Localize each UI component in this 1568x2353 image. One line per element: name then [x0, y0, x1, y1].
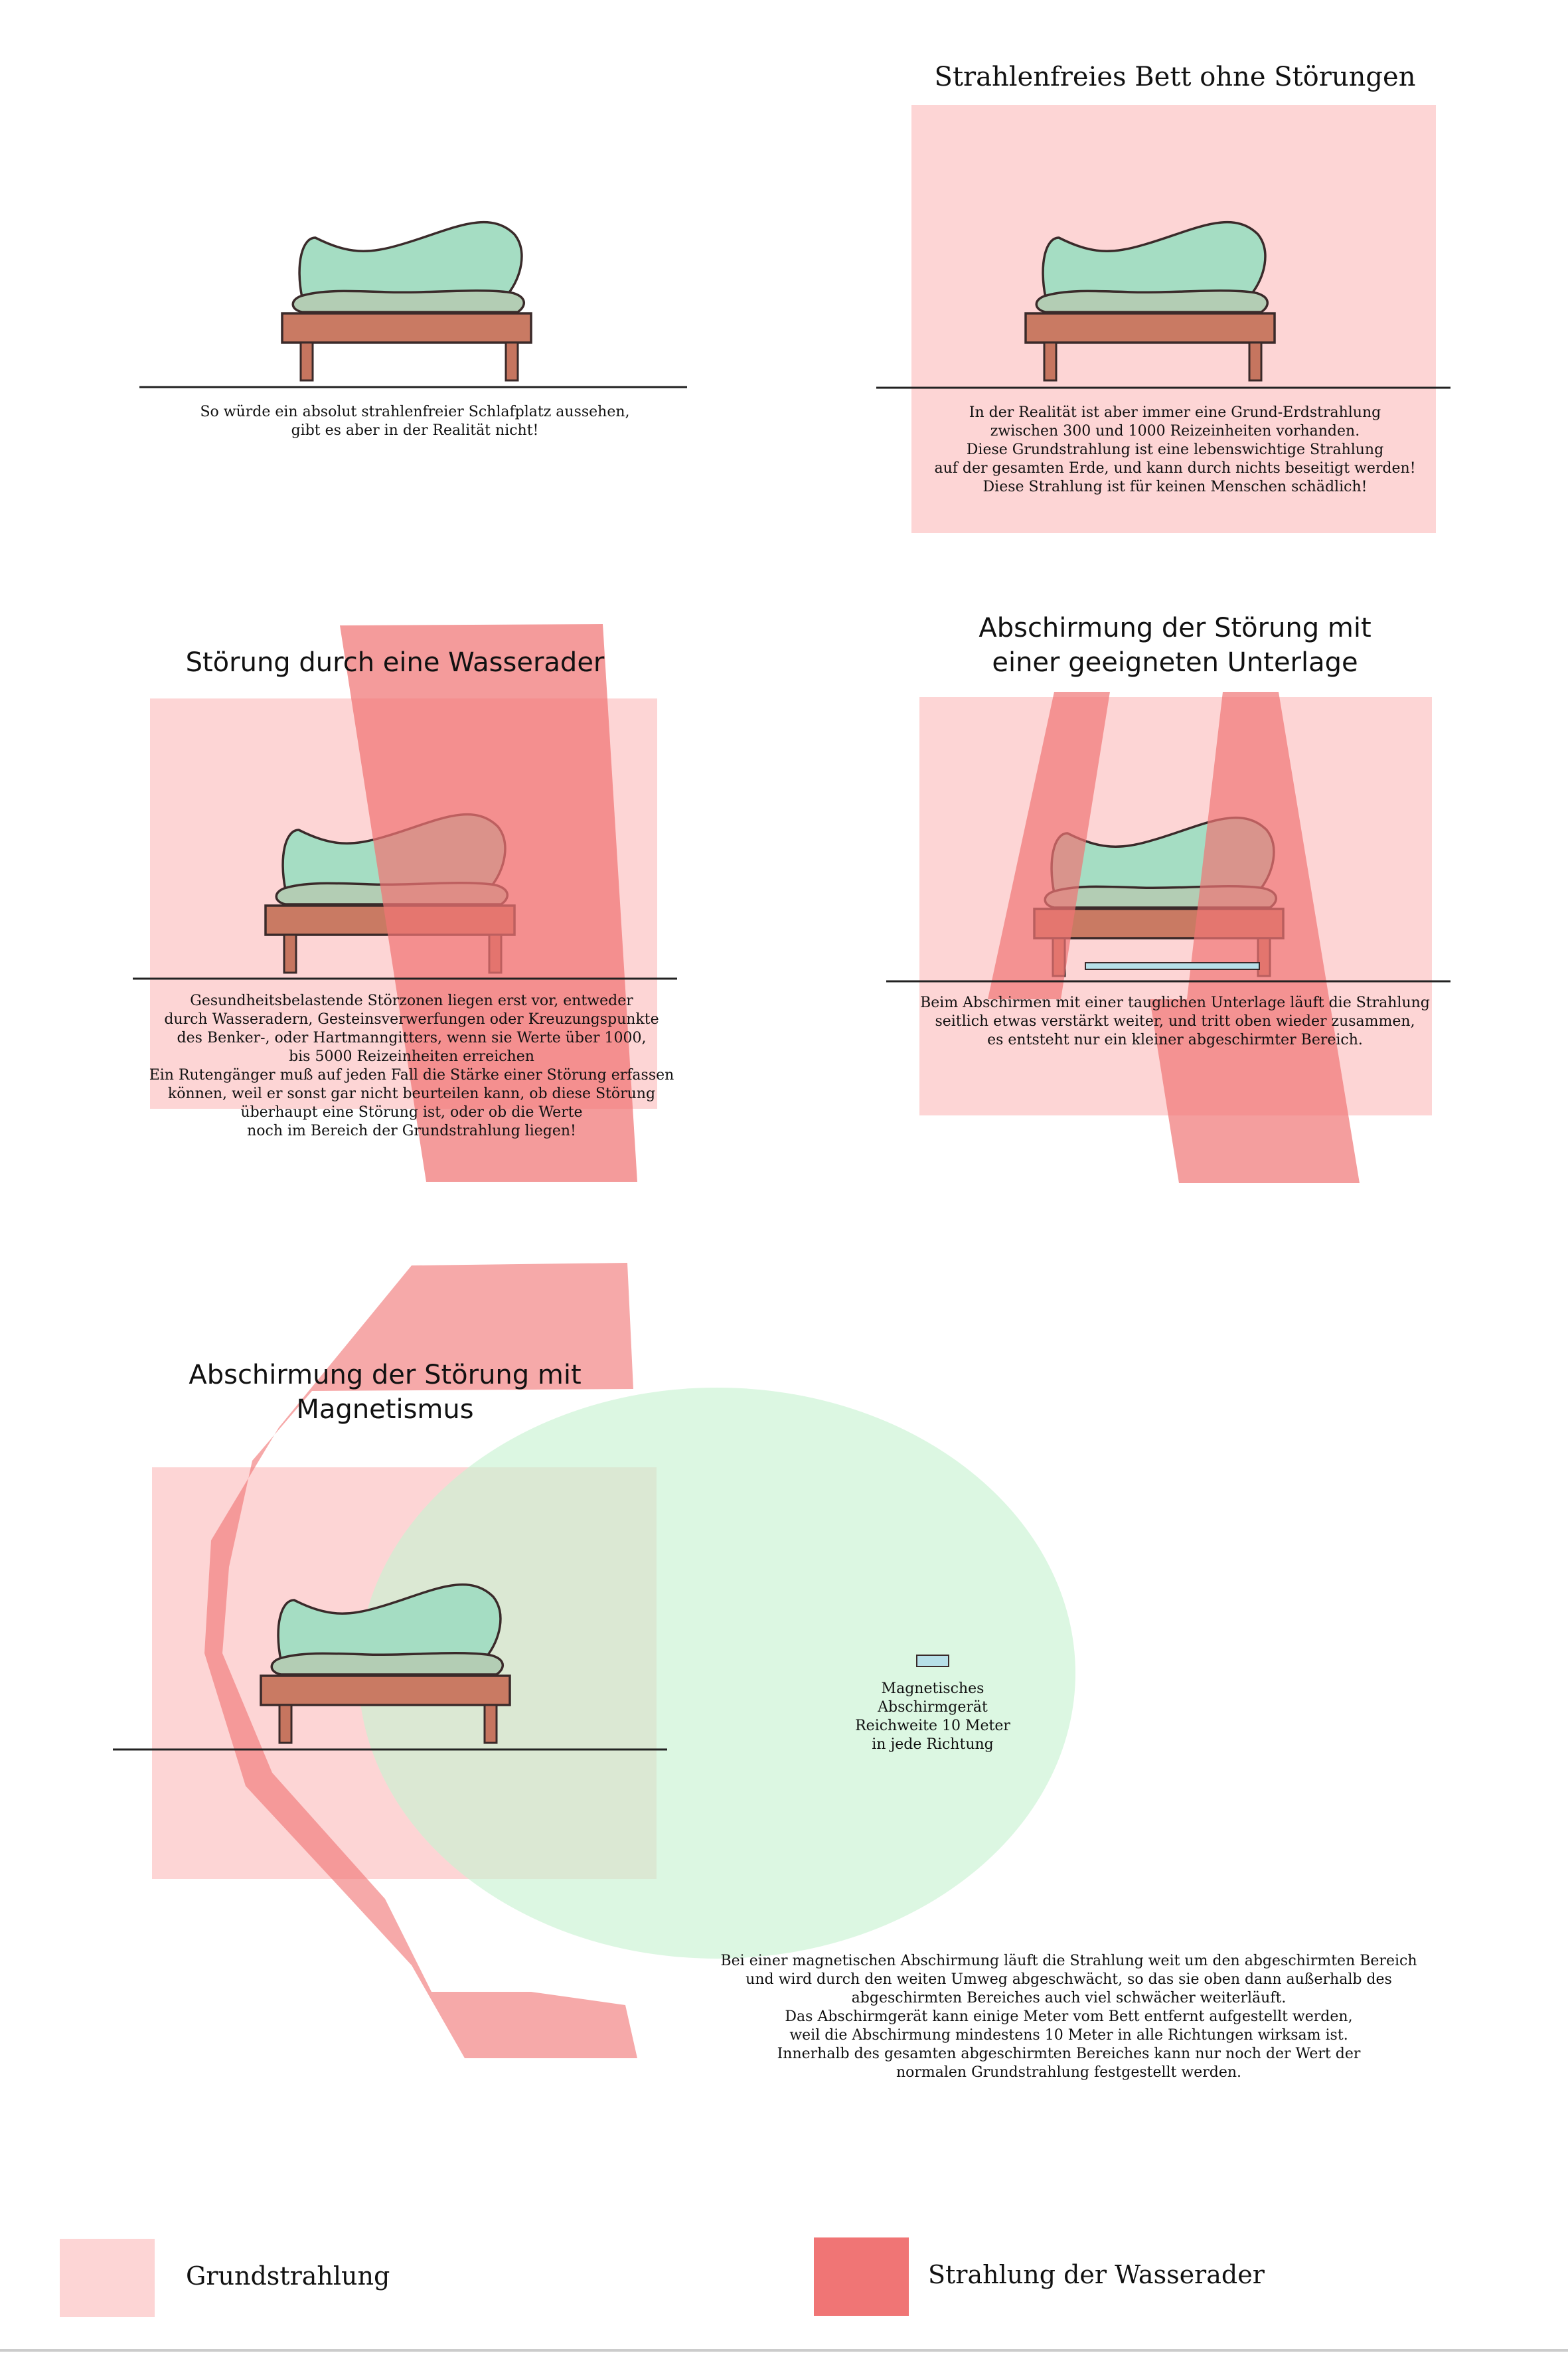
panel-5-title: Abschirmung der Störung mit Magnetismus — [189, 1360, 582, 1425]
bed-illustration — [282, 222, 531, 380]
magnetic-shield-device — [917, 1655, 949, 1666]
legend-label-grundstrahlung: Grundstrahlung — [186, 2261, 390, 2291]
panel-2-title: Strahlenfreies Bett ohne Störungen — [934, 62, 1416, 92]
legend-swatch-grundstrahlung — [60, 2239, 155, 2317]
panel-2-caption: In der Realität ist aber immer eine Grund-Erdstrahlung zwischen 300 und 1000 Reizeinheiten vorhanden. Diese Grundstrahlung ist eine lebenswichtige Strahlung auf der gesamten Erde, und kann durch nichts beseitigt werden! Diese Strahlung ist für keinen Menschen schädlich! — [934, 404, 1416, 495]
panel-3-title: Störung durch eine Wasserader — [185, 647, 605, 678]
panel-4-caption: Beim Abschirmen mit einer tauglichen Unterlage läuft die Strahlung seitlich etwas verstärkt weiter, und tritt oben wieder zusammen, es entsteht nur ein kleiner abgeschirmter Bereich. — [920, 995, 1430, 1048]
panel-4-title: Abschirmung der Störung mit einer geeigneten Unterlage — [979, 613, 1372, 678]
shielding-mat — [1085, 963, 1259, 969]
panel-5-caption: Bei einer magnetischen Abschirmung läuft die Strahlung weit um den abgeschirmten Bereich und wird durch den weiten Umweg abgeschwächt, so das sie oben dann außerhalb des abgeschirmten Bereiches auch viel schwächer weiterläuft. Das Abschirmgerät kann einige Meter vom Bett entfernt aufgestellt werden, weil die Abschirmung mindestens 10 Meter in alle Richtungen wirksam ist. Innerhalb des gesamten abgeschirmten Bereiches kann nur noch der Wert der normalen Grundstrahlung festgestellt werden. — [720, 1953, 1417, 2081]
legend-swatch-wasserader — [814, 2237, 909, 2316]
panel-3-caption: Gesundheitsbelastende Störzonen liegen erst vor, entweder durch Wasseradern, Gesteinsverwerfungen oder Kreuzungspunkte des Benker-, oder Hartmanngitters, wenn sie Werte über 1000, bis 5000 Reizeinheiten erreichen Ein Rutengänger muß auf jeden Fall die Stärke einer Störung erfassen können, weil er sonst gar nicht beurteilen kann, ob diese Störung überhaupt eine Störung ist, oder ob die Werte noch im Bereich der Grundstrahlung liegen! — [149, 993, 674, 1139]
legend-label-wasserader: Strahlung der Wasserader — [928, 2260, 1265, 2289]
magnetic-device-label: Magnetisches Abschirmgerät Reichweite 10 Meter in jede Richtung — [855, 1680, 1010, 1753]
panel-1-caption: So würde ein absolut strahlenfreier Schlafplatz aussehen, gibt es aber in der Realität nicht! — [200, 404, 630, 439]
panel-4 — [886, 624, 1450, 1183]
panel-1 — [139, 222, 687, 387]
